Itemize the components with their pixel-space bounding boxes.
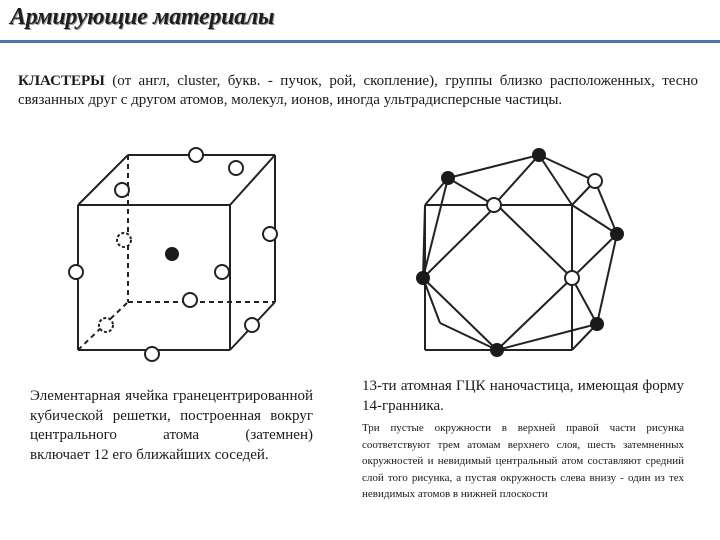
fcc-unit-cell-diagram	[60, 140, 300, 370]
slide-title: Армирующие материалы	[10, 4, 275, 30]
intro-term: КЛАСТЕРЫ	[18, 73, 105, 89]
unit-cell-caption-end: включает 12 его ближайших соседей.	[30, 446, 269, 463]
unit-cell-caption	[30, 387, 313, 465]
intro-paragraph	[18, 72, 698, 110]
title-divider	[0, 40, 720, 43]
unit-cell-caption-body: Элементарная ячейка гранецентрированной кубической решетки, построенная вокруг центрального атома (затемнен)	[30, 388, 313, 443]
fcc-nanoparticle-diagram	[400, 140, 640, 370]
intro-definition: (от англ, cluster, букв. - пучок, рой, скопление), группы близко расположенных, тесно связанных друг с другом атомов, молекул, ионов, иногда ультрадисперсные частицы.	[18, 73, 698, 108]
nanoparticle-caption: 13-ти атомная ГЦК наночастица, имеющая форму 14-гранника.	[362, 378, 684, 414]
nanoparticle-note: Три пустые окружности в верхней правой части рисунка соответствуют трем атомам верхнего слоя, шесть затемненных окружностей и невидимый центральный атом составляют средний слой того рисунка, а пустая окружность слева внизу - один из тех невидимых атомов в нижней плоскости	[362, 422, 684, 500]
